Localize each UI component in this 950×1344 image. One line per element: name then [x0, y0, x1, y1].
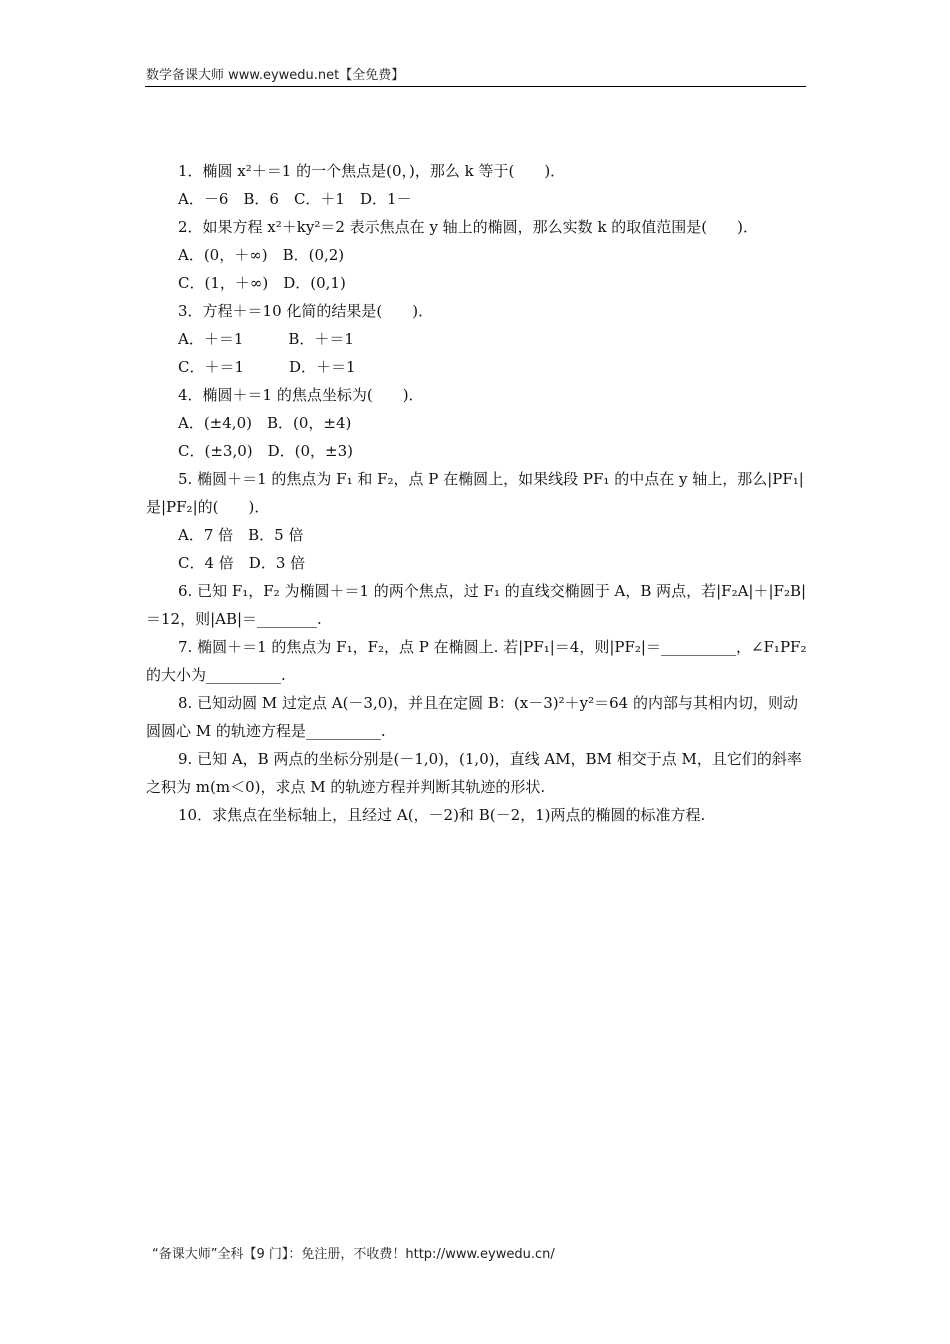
q7-stem-cont: 的大小为__________.: [146, 666, 286, 684]
header-divider: [145, 86, 806, 87]
q6-stem: 6. 已知 F₁，F₂ 为椭圆＋＝1 的两个焦点，过 F₁ 的直线交椭圆于 A，B 两点，若|F₂A|＋|F₂B|: [178, 582, 807, 600]
q5-options-cd: C．4 倍 D．3 倍: [178, 554, 306, 572]
q4-options-ab: A．(±4,0) B．(0，±4): [178, 414, 352, 432]
q1-stem: 1．椭圆 x²＋＝1 的一个焦点是(0，)，那么 k 等于( )．: [178, 162, 566, 180]
q6-stem-cont: ＝12，则|AB|＝________.: [146, 610, 322, 628]
q4-options-cd: C．(±3,0) D．(0，±3): [178, 442, 353, 460]
page-footer: “备课大师”全科【9 门】：免注册，不收费！http://www.eywedu.cn/: [152, 1247, 555, 1262]
q5-stem: 5. 椭圆＋＝1 的焦点为 F₁ 和 F₂，点 P 在椭圆上，如果线段 PF₁ 的中点在 y 轴上，那么|PF₁|: [178, 470, 804, 488]
q2-options-ab: A．(0，＋∞) B．(0,2): [178, 246, 345, 264]
q7-stem: 7. 椭圆＋＝1 的焦点为 F₁，F₂，点 P 在椭圆上. 若|PF₁|＝4，则|PF₂|＝__________，∠F₁PF₂: [178, 638, 807, 656]
q8-stem-cont: 圆圆心 M 的轨迹方程是__________.: [146, 722, 386, 740]
q5-options-ab: A．7 倍 B．5 倍: [178, 526, 304, 544]
page-header: 数学备课大师 www.eywedu.net【全免费】: [146, 68, 405, 83]
q2-stem: 2．如果方程 x²＋ky²＝2 表示焦点在 y 轴上的椭圆，那么实数 k 的取值范围是( )．: [178, 218, 759, 236]
q9-stem: 9. 已知 A，B 两点的坐标分别是(－1,0)，(1,0)，直线 AM，BM 相交于点 M，且它们的斜率: [178, 750, 802, 768]
q5-stem-cont: 是|PF₂|的( )．: [146, 498, 270, 516]
q8-stem: 8. 已知动圆 M 过定点 A(－3,0)，并且在定圆 B：(x－3)²＋y²＝64 的内部与其相内切，则动: [178, 694, 798, 712]
exercise-list: [146, 157, 806, 829]
q3-stem: 3．方程＋＝10 化简的结果是( )．: [178, 302, 434, 320]
q2-options-cd: C．(1，＋∞) D．(0,1): [178, 274, 346, 292]
q9-stem-cont: 之积为 m(m＜0)，求点 M 的轨迹方程并判断其轨迹的形状.: [146, 778, 546, 796]
q4-stem: 4．椭圆＋＝1 的焦点坐标为( )．: [178, 386, 424, 404]
q10-stem: 10．求焦点在坐标轴上，且经过 A(，－2)和 B(－2，1)两点的椭圆的标准方程.: [178, 806, 706, 824]
q3-options-ab: A．＋＝1 B．＋＝1: [178, 330, 354, 348]
q3-options-cd: C．＋＝1 D．＋＝1: [178, 358, 356, 376]
q1-options: A．－6 B．6 C．＋1 D．1－: [178, 190, 412, 208]
